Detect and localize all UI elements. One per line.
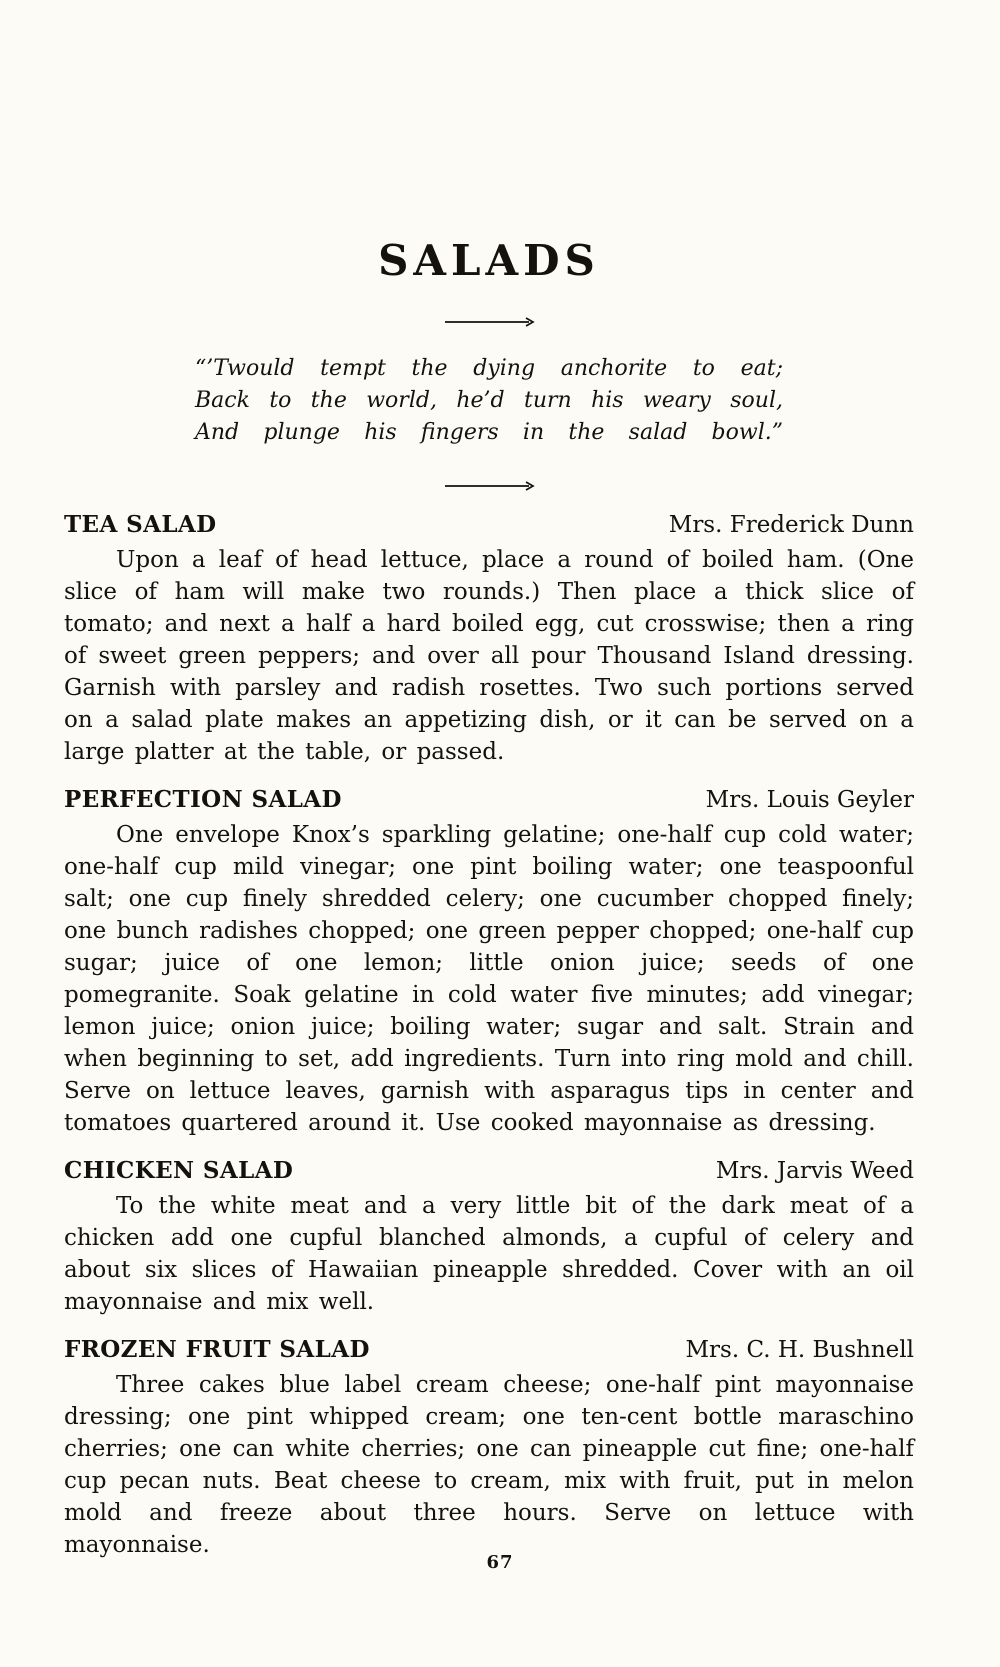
recipe-body: Upon a leaf of head lettuce, place a round of boiled ham. (One slice of ham will make two rounds.) Then place a thick slice of tomato; and next a half a hard boiled egg, cut crosswise; then a ring of sweet green peppers; and over all pour Thousand Island dressing. Garnish with parsley and radish rosettes. Two such portions served on a salad plate makes an appetizing dish, or it can be served on a large platter at the table, or passed. [64, 547, 914, 765]
arrow-divider-icon [443, 479, 535, 493]
recipe-header [64, 1336, 914, 1363]
quote-line: Back to the world, he’d turn his weary soul, [195, 388, 783, 413]
recipe-header [64, 1157, 914, 1184]
recipe-title: PERFECTION SALAD [64, 786, 342, 813]
quote-line: And plunge his fingers in the salad bowl.” [195, 420, 783, 445]
recipe-contributor: Mrs. C. H. Bushnell [685, 1337, 914, 1363]
recipe-section-frozen-fruit-salad [64, 1336, 914, 1561]
recipe-body: To the white meat and a very little bit of the dark meat of a chicken add one cupful blanched almonds, a cupful of celery and about six slices of Hawaiian pineapple shredded. Cover with an oil mayonnaise and mix well. [64, 1193, 914, 1315]
recipe-contributor: Mrs. Jarvis Weed [715, 1158, 914, 1184]
recipe-section-chicken-salad [64, 1157, 914, 1318]
page-number: 67 [486, 1552, 514, 1573]
recipe-title: CHICKEN SALAD [64, 1157, 294, 1184]
recipe-section-perfection-salad [64, 786, 914, 1139]
recipe-header [64, 511, 914, 538]
recipe-body: One envelope Knox’s sparkling gelatine; one-half cup cold water; one-half cup mild vinegar; one pint boiling water; one teaspoonful salt; one cup finely shredded celery; one cucumber chopped finely; one bunch radishes chopped; one green pepper chopped; one-half cup sugar; juice of one lemon; little onion juice; seeds of one pomegranite. Soak gelatine in cold water five minutes; add vinegar; lemon juice; onion juice; boiling water; sugar and salt. Strain and when beginning to set, add ingredients. Turn into ring mold and chill. Serve on lettuce leaves, garnish with asparagus tips in center and tomatoes quartered around it. Use cooked mayonnaise as dressing. [64, 822, 914, 1136]
recipe-contributor: Mrs. Frederick Dunn [668, 512, 914, 538]
section-divider [64, 479, 914, 493]
recipe-header [64, 786, 914, 813]
recipe-title: FROZEN FRUIT SALAD [64, 1336, 370, 1363]
quote-line: “’Twould tempt the dying anchorite to eat; [195, 356, 783, 381]
page-title: SALADS [378, 236, 600, 285]
recipe-title: TEA SALAD [64, 511, 217, 538]
section-divider [64, 315, 914, 329]
epigraph-quote [195, 353, 783, 449]
recipe-section-tea-salad [64, 511, 914, 768]
recipe-body: Three cakes blue label cream cheese; one-half pint mayonnaise dressing; one pint whipped cream; one ten-cent bottle maraschino cherries; one can white cherries; one can pineapple cut fine; one-half cup pecan nuts. Beat cheese to cream, mix with fruit, put in melon mold and freeze about three hours. Serve on lettuce with mayonnaise. [64, 1372, 914, 1558]
recipe-contributor: Mrs. Louis Geyler [705, 787, 914, 813]
arrow-divider-icon [443, 315, 535, 329]
